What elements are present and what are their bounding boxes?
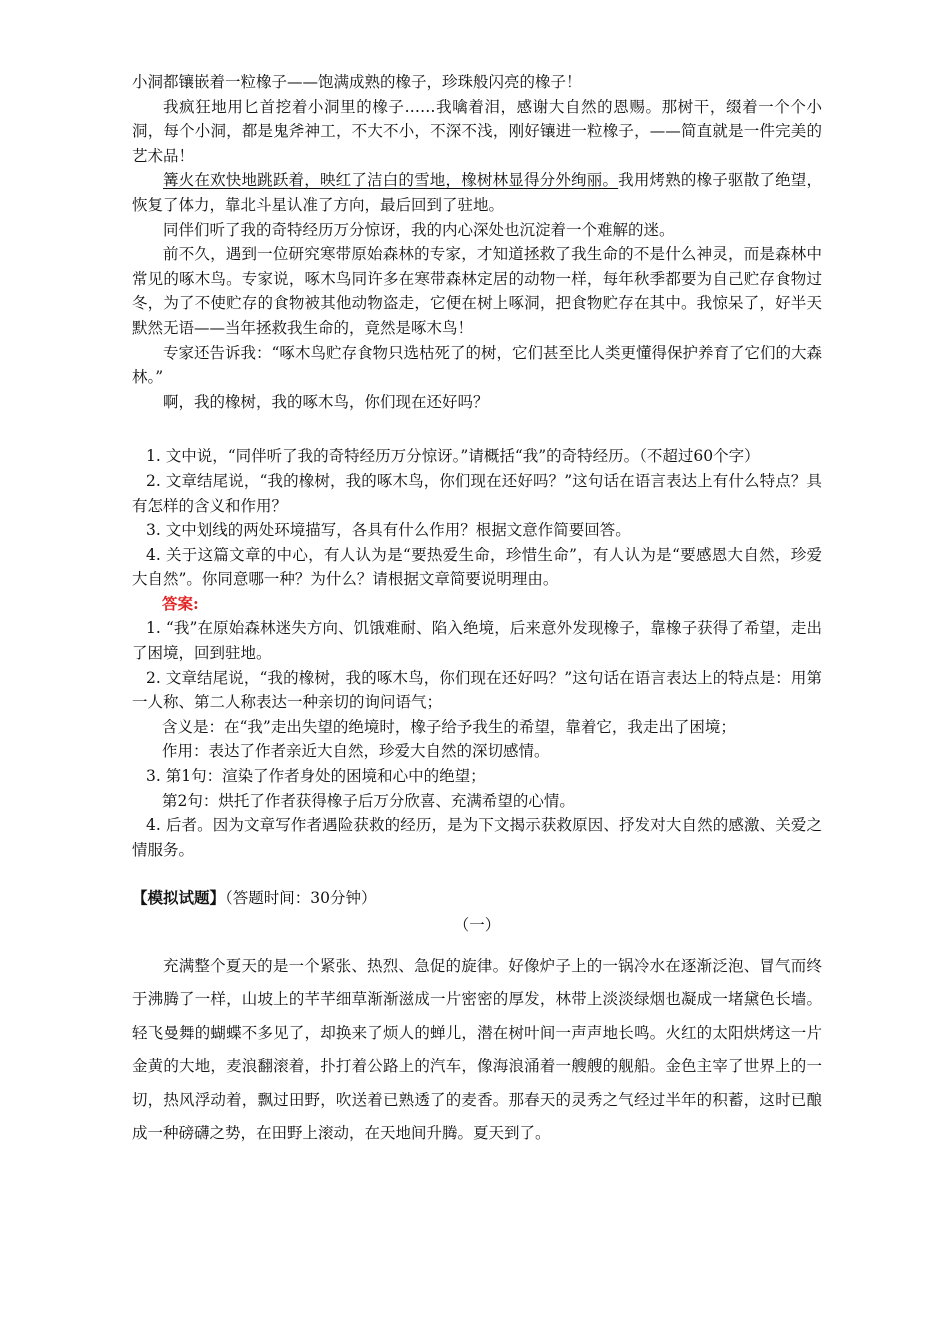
underlined-sentence: 篝火在欢快地跳跃着，映红了洁白的雪地，橡树林显得分外绚丽。: [163, 171, 619, 190]
question-item: 1. 文中说，“同伴听了我的奇特经历万分惊讶。”请概括“我”的奇特经历。（不超过60个字）: [146, 447, 760, 466]
question-item: 3. 文中划线的两处环境描写，各具有什么作用？根据文意作简要回答。: [146, 521, 631, 540]
answer-label: 答案:: [162, 593, 199, 613]
answer-item: 4. 后者。因为文章写作者遇险获救的经历，是为下文揭示获救原因、抒发对大自然的感激、关爱之情服务。: [132, 816, 822, 859]
document-page: [132, 70, 822, 1151]
section-number: （一）: [453, 916, 501, 934]
answer-item: 3. 第1句：渲染了作者身处的困境和心中的绝望；: [146, 767, 486, 786]
question-item: 2. 文章结尾说，“我的橡树，我的啄木鸟，你们现在还好吗？”这句话在语言表达上有什么特点？具有怎样的含义和作用？: [132, 471, 822, 515]
passage-paragraph: 专家还告诉我：“啄木鸟贮存食物只选枯死了的树，它们甚至比人类更懂得保护养育了它们的大森林。”: [132, 343, 822, 387]
passage-paragraph: [132, 168, 822, 217]
passage-text: 我用烤熟的橡子驱散了绝望，恢复了体力，靠北斗星认准了方向，最后回到了驻地。: [132, 171, 822, 214]
passage-paragraph: 前不久，遇到一位研究寒带原始森林的专家，才知道拯救了我生命的不是什么神灵，而是森林中常见的啄木鸟。专家说，啄木鸟同许多在寒带森林定居的动物一样，每年秋季都要为自己贮存食物过冬，为了不使贮存的食物被其他动物盗走，它便在树上啄洞，把食物贮存在其中。我惊呆了，好半天默然无语——当年拯救我生命的，竟然是啄木鸟！: [132, 245, 822, 337]
answer-item: 1. “我”在原始森林迷失方向、饥饿难耐、陷入绝境，后来意外发现橡子，靠橡子获得了希望，走出了困境，回到驻地。: [132, 619, 822, 663]
passage-paragraph: 我疯狂地用匕首挖着小洞里的橡子……我噙着泪，感谢大自然的恩赐。那树干，缀着一个个小洞，每个小洞，都是鬼斧神工，不大不小，不深不浅，刚好镶进一粒橡子，——简直就是一件完美的艺术品！: [132, 97, 822, 165]
passage-paragraph: 同伴们听了我的奇特经历万分惊讶，我的内心深处也沉淀着一个难解的迷。: [163, 220, 675, 239]
passage-continuation: 小洞都镶嵌着一粒橡子——饱满成熟的橡子，珍珠般闪亮的橡子！: [132, 73, 582, 91]
answer-item: 2. 文章结尾说，“我的橡树，我的啄木鸟，你们现在还好吗？”这句话在语言表达上的特点是：用第一人称、第二人称表达一种亲切的询问语气；: [132, 668, 822, 712]
simulation-passage: [132, 950, 822, 1151]
answer-subitem: 作用：表达了作者亲近大自然，珍爱大自然的深切感情。: [162, 742, 550, 761]
answer-subitem: 第2句：烘托了作者获得橡子后万分欣喜、充满希望的心情。: [162, 791, 575, 810]
simulation-heading: [132, 886, 822, 911]
simulation-title: 【模拟试题】: [132, 888, 226, 908]
time-note: （答题时间：30分钟）: [225, 889, 377, 908]
answer-subitem: 含义是：在“我”走出失望的绝境时，橡子给予我生的希望，靠着它，我走出了困境；: [162, 717, 736, 736]
passage-paragraph: 啊，我的橡树，我的啄木鸟，你们现在还好吗？: [163, 392, 489, 411]
question-item: 4. 关于这篇文章的中心，有人认为是“要热爱生命，珍惜生命”，有人认为是“要感恩大自然，珍爱大自然”。你同意哪一种？为什么？请根据文章简要说明理由。: [132, 545, 822, 589]
simulation-paragraph: 充满整个夏天的是一个紧张、热烈、急促的旋律。好像炉子上的一锅冷水在逐渐泛泡、冒气而终于沸腾了一样，山坡上的芊芊细草渐渐滋成一片密密的厚发，林带上淡淡绿烟也凝成一堵黛色长墙。轻飞曼舞的蝴蝶不多见了，却换来了烦人的蝉儿，潜在树叶间一声声地长鸣。火红的太阳烘烤这一片金黄的大地，麦浪翻滚着，扑打着公路上的汽车，像海浪涌着一艘艘的舰船。金色主宰了世界上的一切，热风浮动着，飘过田野，吹送着已熟透了的麦香。那春天的灵秀之气经过半年的积蓄，这时已酿成一种磅礴之势，在田野上滚动，在天地间升腾。夏天到了。: [132, 956, 822, 1143]
